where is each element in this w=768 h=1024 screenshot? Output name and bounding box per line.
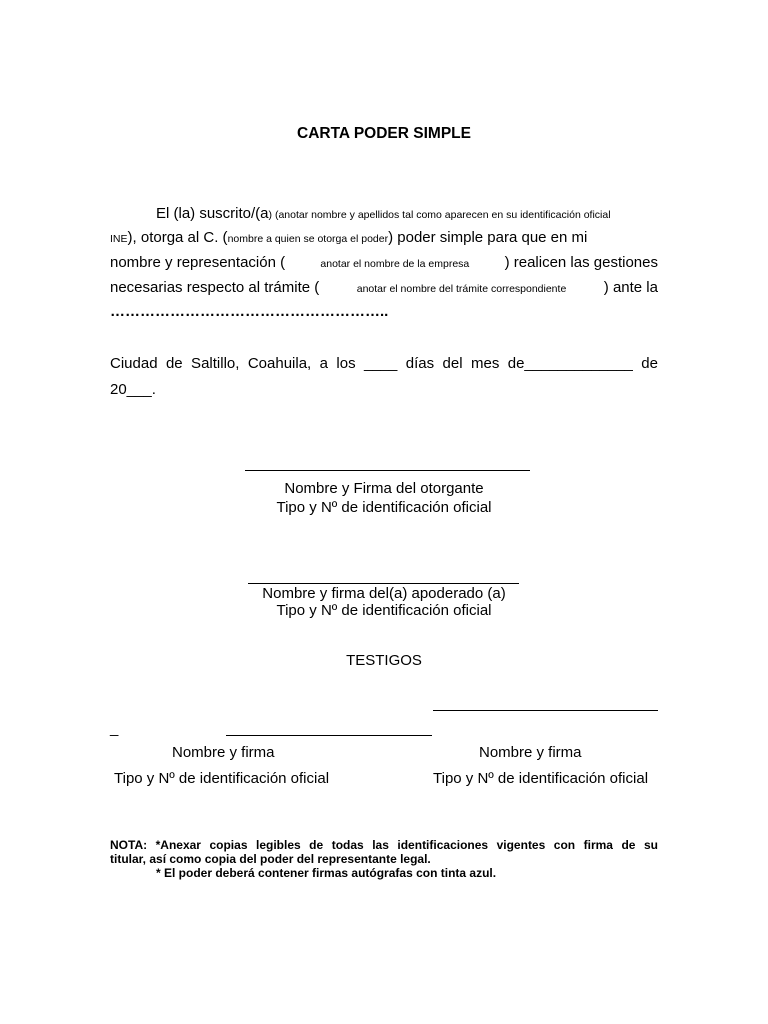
apoderado-id-label: Tipo y Nº de identificación oficial	[276, 602, 492, 619]
place-date-line	[110, 355, 658, 373]
instruction-text: anotar el nombre del trámite correspondiente	[356, 283, 567, 295]
paragraph-text: necesarias respecto al trámite (	[110, 279, 320, 296]
paragraph-text: Ciudad de Saltillo, Coahuila, a los ____ días del mes de_____________ de	[110, 355, 658, 372]
otorgante-id-label: Tipo y Nº de identificación oficial	[276, 499, 492, 516]
witness-left-signature-line	[226, 735, 432, 736]
paragraph-text: ) realicen las gestiones	[504, 254, 658, 271]
apoderado-signature-line	[248, 583, 519, 584]
dotted-blank: ………………………………………………..	[110, 303, 389, 320]
document-title: CARTA PODER SIMPLE	[297, 125, 471, 142]
otorgante-name-label: Nombre y Firma del otorgante	[284, 480, 484, 497]
paragraph-1-line-4	[110, 279, 658, 298]
nota-line-1	[110, 838, 658, 852]
otorgante-signature-line	[245, 470, 530, 471]
paragraph-text: El (la) suscrito/(a	[156, 205, 269, 222]
paragraph-text: ) ante la	[603, 279, 658, 296]
paragraph-text: ) poder simple para que en mi	[388, 229, 588, 246]
apoderado-name-label: Nombre y firma del(a) apoderado (a)	[262, 585, 506, 602]
witness-right-signature-line	[433, 710, 658, 711]
paragraph-1-line-2	[110, 229, 658, 248]
witness-right-id-label: Tipo y Nº de identificación oficial	[433, 770, 649, 787]
instruction-text: ) (anotar nombre y apellidos tal como aparecen en su identificación oficial	[268, 209, 611, 221]
instruction-text: nombre a quien se otorga el poder	[227, 233, 389, 245]
paragraph-1-line-1	[156, 205, 658, 224]
witness-left-name-label: Nombre y firma	[172, 744, 275, 761]
paragraph-1-line-3	[110, 254, 658, 273]
stray-underscore: _	[110, 720, 119, 737]
nota-line-2: titular, así como copia del poder del representante legal.	[110, 852, 431, 866]
nota-text: NOTA: *Anexar copias legibles de todas las identificaciones vigentes con firma de su	[110, 838, 658, 852]
witness-right-name-label: Nombre y firma	[479, 744, 582, 761]
paragraph-text: nombre y representación (	[110, 254, 286, 271]
witness-left-id-label: Tipo y Nº de identificación oficial	[114, 770, 330, 787]
instruction-text: INE	[110, 233, 128, 245]
year-blank: 20___.	[110, 381, 156, 398]
nota-line-3: * El poder deberá contener firmas autógrafas con tinta azul.	[156, 866, 497, 880]
instruction-text: anotar el nombre de la empresa	[320, 258, 470, 270]
paragraph-text: ), otorga al C. (	[127, 229, 228, 246]
testigos-heading: TESTIGOS	[346, 652, 422, 669]
